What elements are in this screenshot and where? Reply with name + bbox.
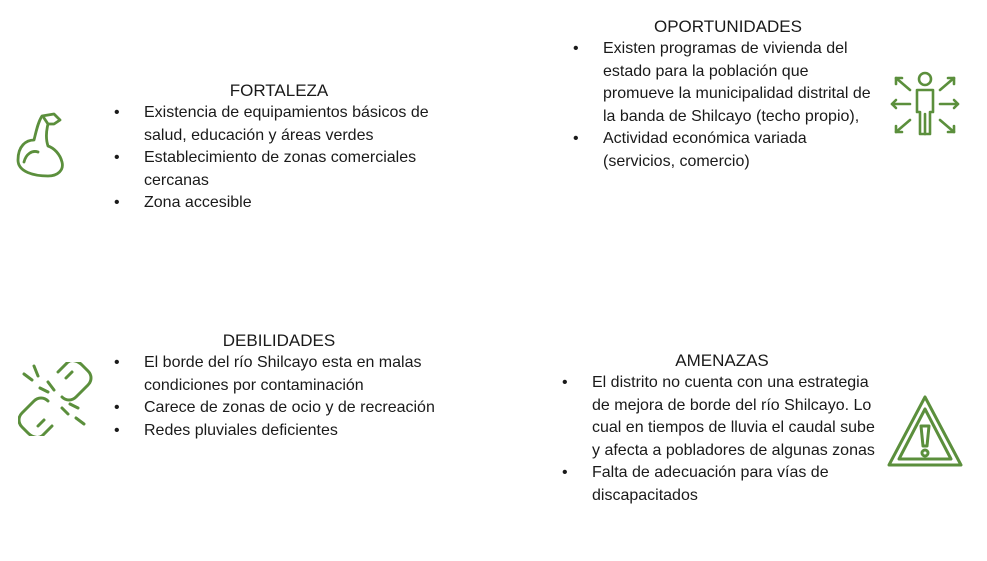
list-item: • Zona accesible (114, 192, 444, 215)
amenazas-list (562, 372, 882, 507)
list-item: • Carece de zonas de ocio y de recreación (114, 397, 444, 420)
warning-triangle-icon (886, 394, 964, 470)
list-item: • Existencia de equipamientos básicos de salud, educación y áreas verdes (114, 102, 444, 147)
broken-chain-icon (18, 362, 94, 436)
list-item: • El borde del río Shilcayo esta en malas condiciones por contaminación (114, 352, 444, 397)
list-item: • El distrito no cuenta con una estrategia de mejora de borde del río Shilcayo. Lo cual en tiempos de lluvia el caudal sube y afecta a pobladores de algunas zonas (562, 372, 882, 462)
list-item: • Falta de adecuación para vías de discapacitados (562, 462, 882, 507)
list-item: • Existen programas de vivienda del estado para la población que promueve la municipalidad distrital de la banda de Shilcayo (techo propio), (573, 38, 883, 128)
fortaleza-title: FORTALEZA (229, 81, 329, 100)
person-arrows-icon (890, 70, 960, 138)
amenazas-section (562, 350, 882, 507)
oportunidades-list (573, 38, 883, 173)
list-item: • Actividad económica variada (servicios, comercio) (573, 128, 883, 173)
amenazas-title: AMENAZAS (675, 351, 769, 370)
flexed-bicep-icon (14, 110, 70, 180)
debilidades-section (114, 330, 444, 442)
oportunidades-section (573, 16, 883, 173)
fortaleza-list (114, 102, 444, 215)
fortaleza-section (114, 80, 444, 215)
list-item: • Establecimiento de zonas comerciales cercanas (114, 147, 444, 192)
list-item: • Redes pluviales deficientes (114, 420, 444, 443)
debilidades-list (114, 352, 444, 442)
debilidades-title: DEBILIDADES (222, 331, 336, 350)
oportunidades-title: OPORTUNIDADES (654, 17, 802, 36)
